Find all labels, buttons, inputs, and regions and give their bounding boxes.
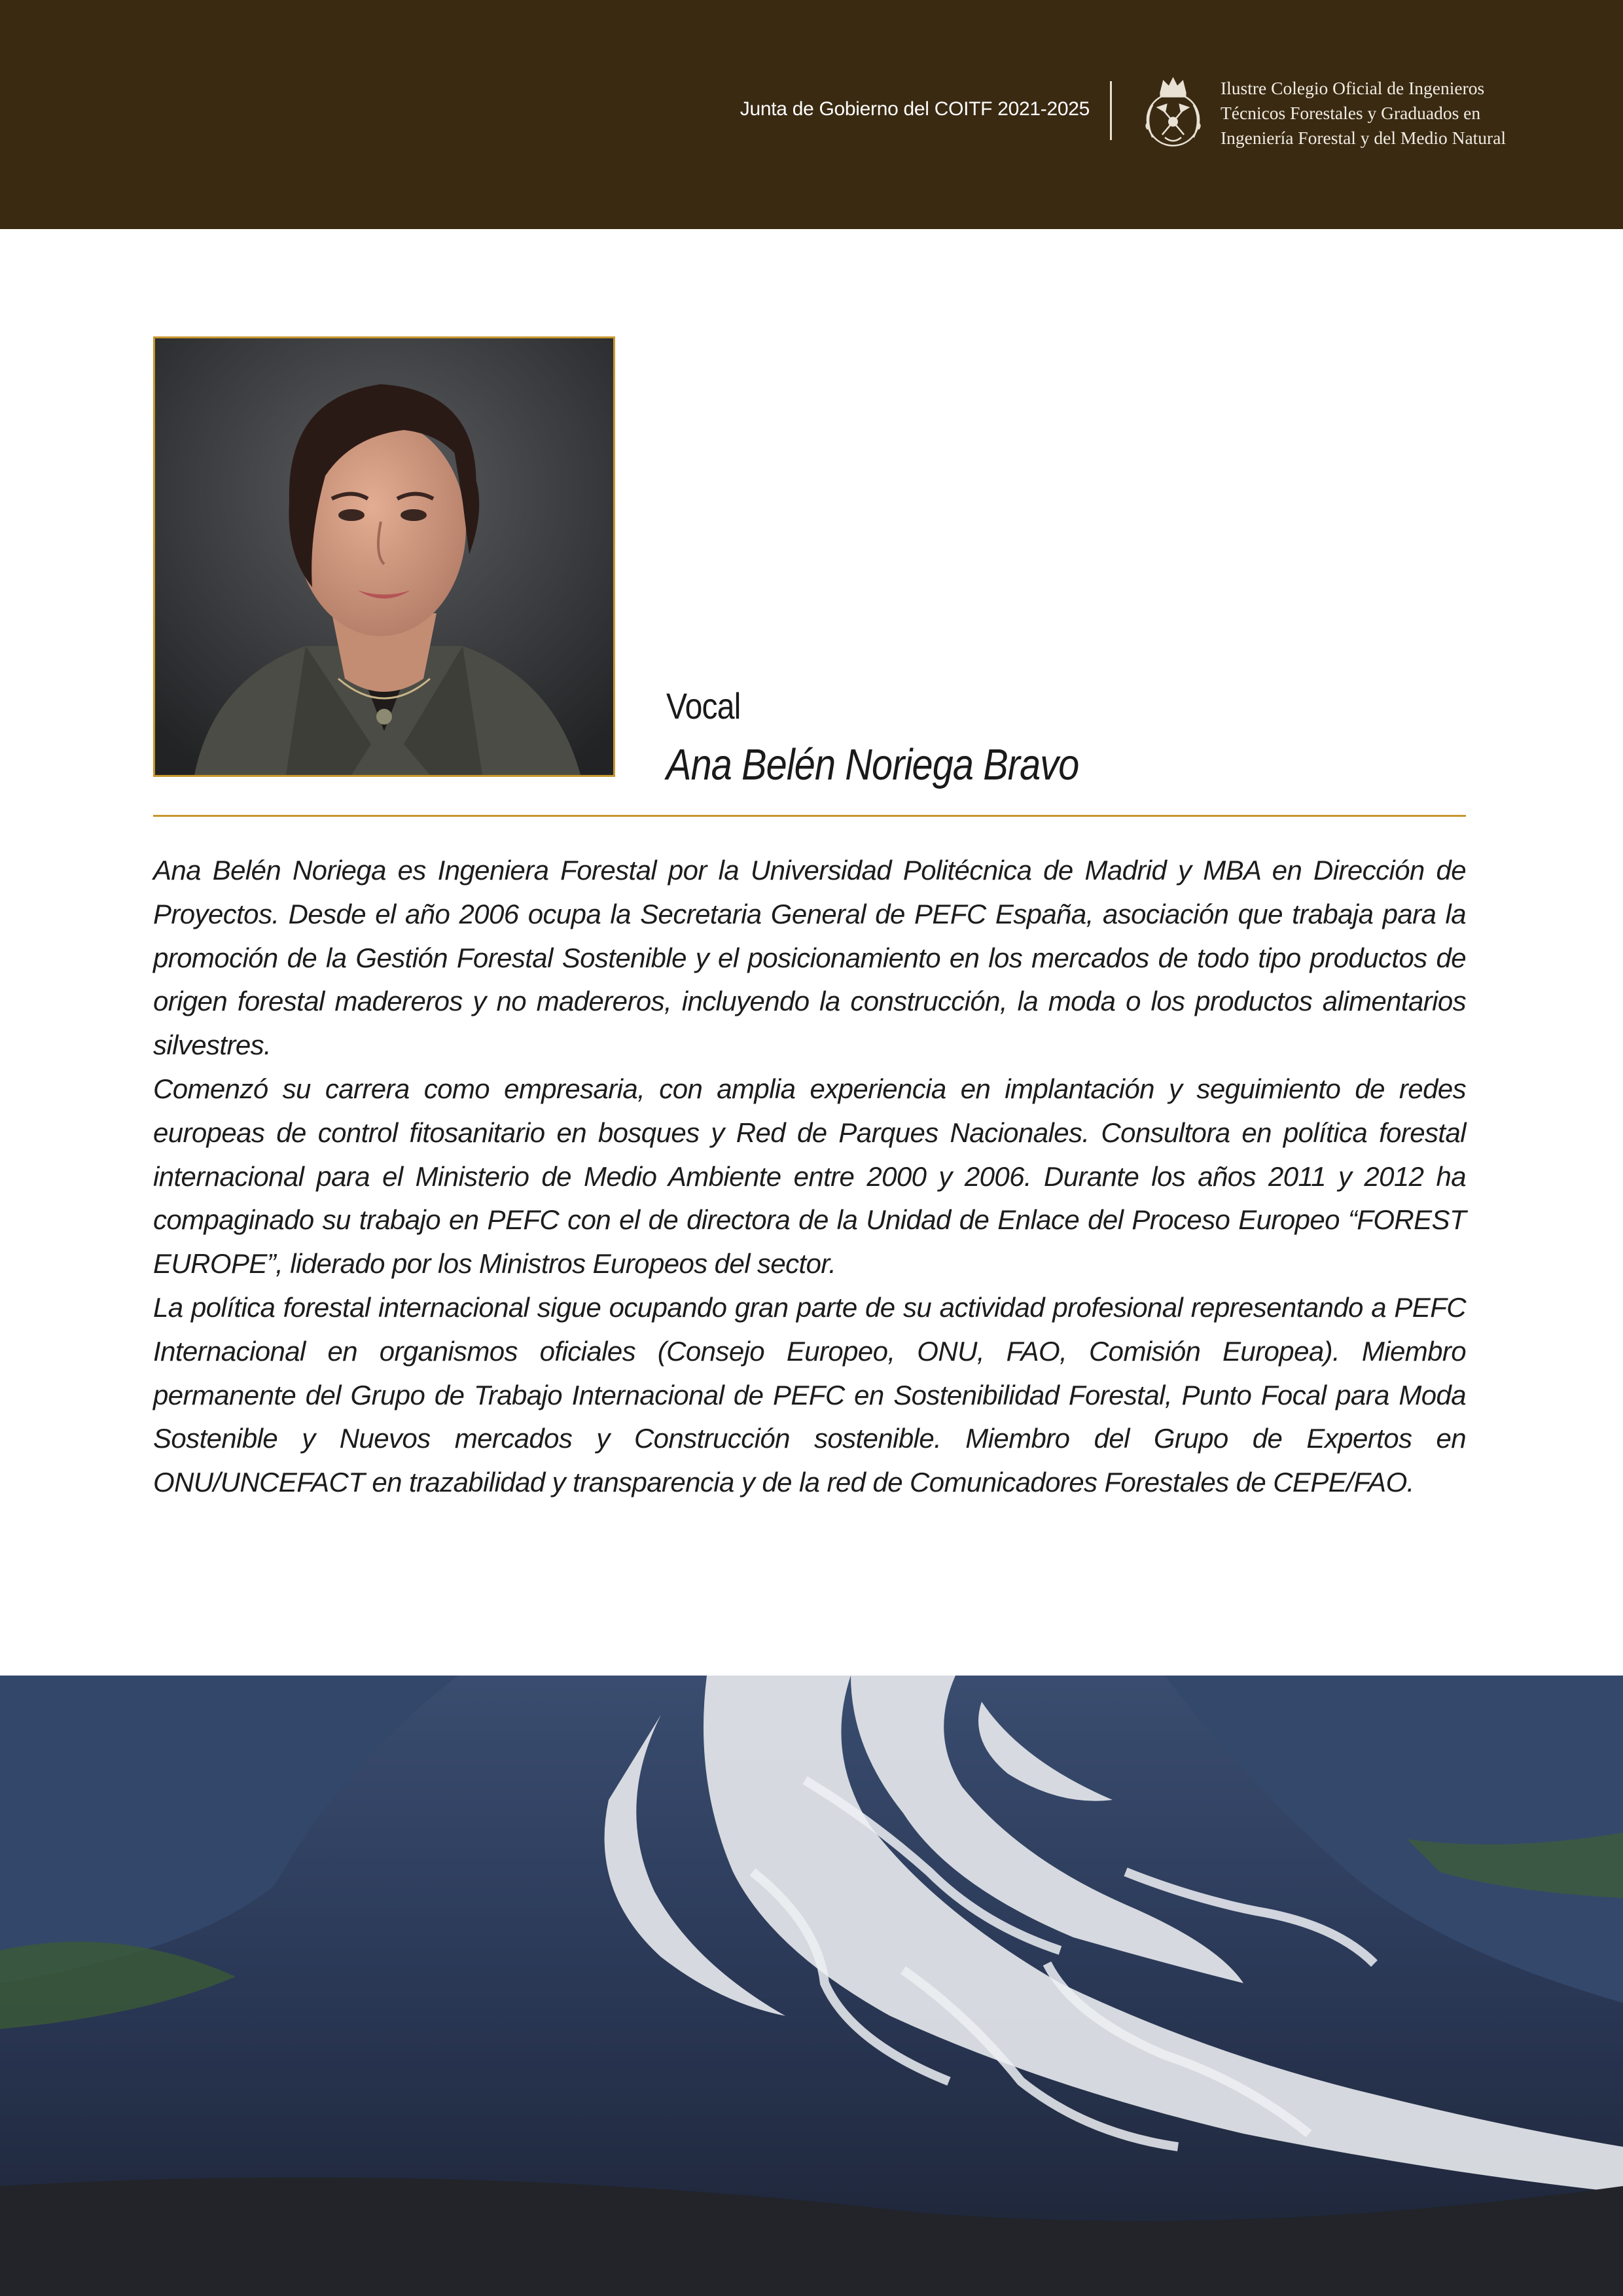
- header-divider: [1110, 81, 1112, 140]
- biography: [153, 849, 1466, 1505]
- page-header: [0, 0, 1623, 229]
- member-name: Ana Belén Noriega Bravo: [666, 740, 1079, 789]
- profile-photo: [153, 336, 615, 777]
- landscape-illustration: [0, 1676, 1623, 2296]
- braided-river-landscape-photo: [0, 1676, 1623, 2296]
- board-label: Junta de Gobierno del COITF 2021-2025: [740, 98, 1090, 120]
- college-name-line: Ingeniería Forestal y del Medio Natural: [1221, 128, 1507, 148]
- college-crest-icon: [1132, 72, 1214, 154]
- member-role: Vocal: [666, 685, 741, 726]
- portrait-illustration: [155, 338, 613, 775]
- bio-paragraph: Ana Belén Noriega es Ingeniera Forestal por la Universidad Politécnica de Madrid y MBA en Dirección de Proyectos. Desde el año 2006 ocupa la Secretaria General de PEFC España, asociación que trabaja para la promoción de la Gestión Forestal Sostenible y el posicionamiento en los mercados de todo tipo productos de origen forestal madereros y no madereros, incluyendo la construcción, la moda o los productos alimentarios silvestres.: [153, 855, 1466, 1061]
- college-name: [1221, 76, 1506, 151]
- college-name-line: Técnicos Forestales y Graduados en: [1221, 103, 1481, 123]
- bio-paragraph: Comenzó su carrera como empresaria, con amplia experiencia en implantación y seguimiento de redes europeas de control fitosanitario en bosques y Red de Parques Nacionales. Consultora en política forestal internacional para el Ministerio de Medio Ambiente entre 2000 y 2006. Durante los años 2011 y 2012 ha compaginado su trabajo en PEFC con el de directora de la Unidad de Enlace del Proceso Europeo “FOREST EUROPE”, liderado por los Ministros Europeos del sector.: [153, 1073, 1466, 1280]
- divider: [153, 815, 1466, 817]
- bio-paragraph: La política forestal internacional sigue ocupando gran parte de su actividad profesional representando a PEFC Internacional en organismos oficiales (Consejo Europeo, ONU, FAO, Comisión Europea). Miembro permanente del Grupo de Trabajo Internacional de PEFC en Sostenibilidad Forestal, Punto Focal para Moda Sostenible y Nuevos mercados y Construcción sostenible. Miembro del Grupo de Expertos en ONU/UNCEFACT en trazabilidad y transparencia y de la red de Comunicadores Forestales de CEPE/FAO.: [153, 1291, 1466, 1498]
- college-name-line: Ilustre Colegio Oficial de Ingenieros: [1221, 78, 1485, 98]
